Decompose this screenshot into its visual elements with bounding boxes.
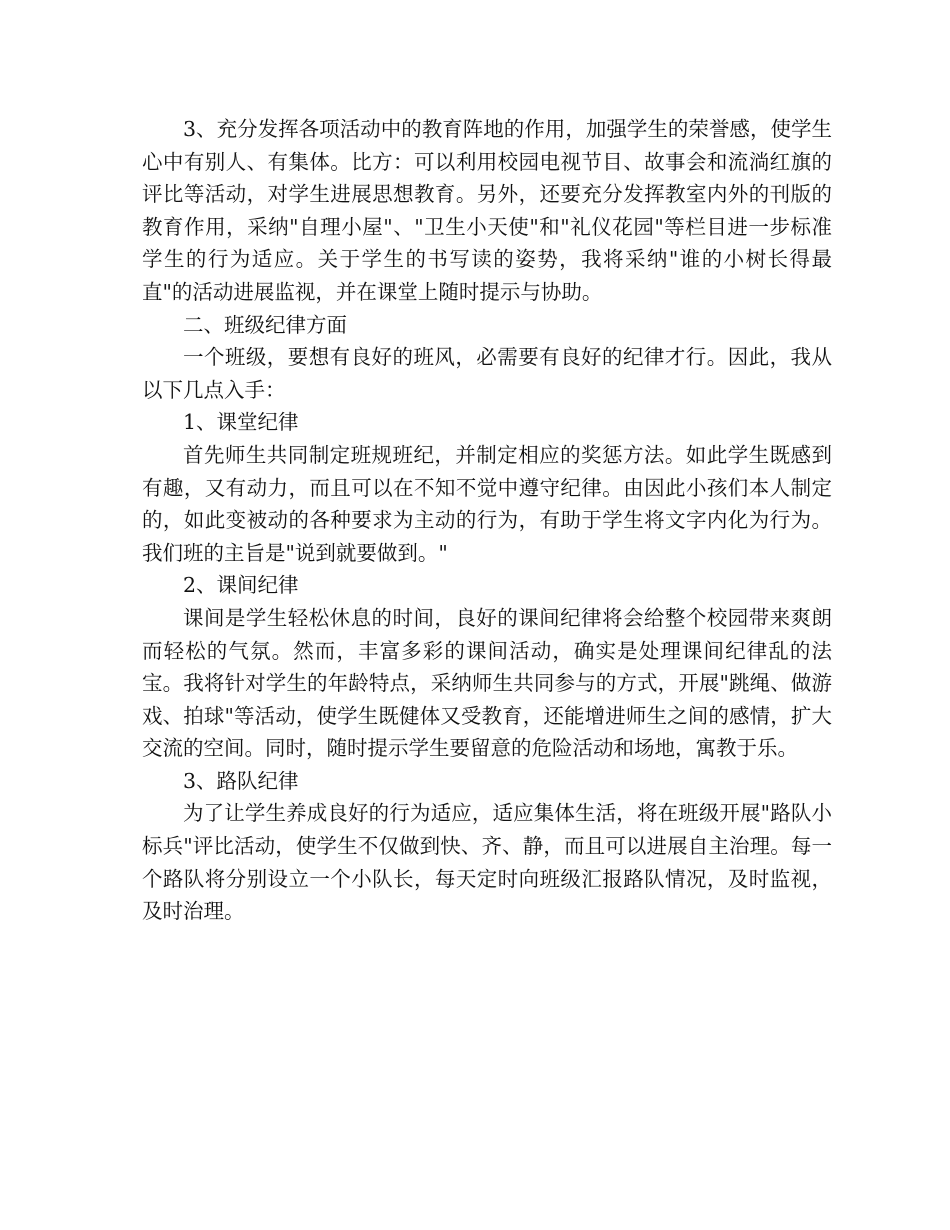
document-body: [142, 113, 832, 928]
subheading-recess-discipline: 2、课间纪律: [183, 573, 299, 598]
paragraph-recess-discipline: 课间是学生轻松休息的时间，良好的课间纪律将会给整个校园带来爽朗而轻松的气氛。然而，丰富多彩的课间活动，确实是处理课间纪律乱的法宝。我将针对学生的年龄特点，采纳师生共同参与的方式，开展"跳绳、做游戏、拍球"等活动，使学生既健体又受教育，还能增进师生之间的感情，扩大交流的空间。同时，随时提示学生要留意的危险活动和场地，寓教于乐。: [142, 605, 832, 761]
paragraph-queue-discipline: 为了让学生养成良好的行为适应，适应集体生活，将在班级开展"路队小标兵"评比活动，使学生不仅做到快、齐、静，而且可以进展自主治理。每一个路队将分别设立一个小队长，每天定时向班级汇报路队情况，及时监视，及时治理。: [142, 801, 832, 924]
paragraph-classroom-discipline: 首先师生共同制定班规班纪，并制定相应的奖惩方法。如此学生既感到有趣，又有动力，而且可以在不知不觉中遵守纪律。由因此小孩们本人制定的，如此变被动的各种要求为主动的行为，有助于学生将文字内化为行为。我们班的主旨是"说到就要做到。": [142, 442, 832, 565]
section-heading-class-discipline: 二、班级纪律方面: [183, 312, 347, 337]
subheading-classroom-discipline: 1、课堂纪律: [183, 410, 299, 435]
subheading-queue-discipline: 3、路队纪律: [183, 768, 299, 793]
paragraph-discipline-intro: 一个班级，要想有良好的班风，必需要有良好的纪律才行。因此，我从以下几点入手：: [142, 345, 832, 402]
paragraph-education-positions: 3、充分发挥各项活动中的教育阵地的作用，加强学生的荣誉感，使学生心中有别人、有集体。比方：可以利用校园电视节目、故事会和流淌红旗的评比等活动，对学生进展思想教育。另外，还要充分发挥教室内外的刊版的教育作用，采纳"自理小屋"、"卫生小天使"和"礼仪花园"等栏目进一步标准学生的行为适应。关于学生的书写读的姿势，我将采纳"谁的小树长得最直"的活动进展监视，并在课堂上随时提示与协助。: [142, 117, 832, 304]
